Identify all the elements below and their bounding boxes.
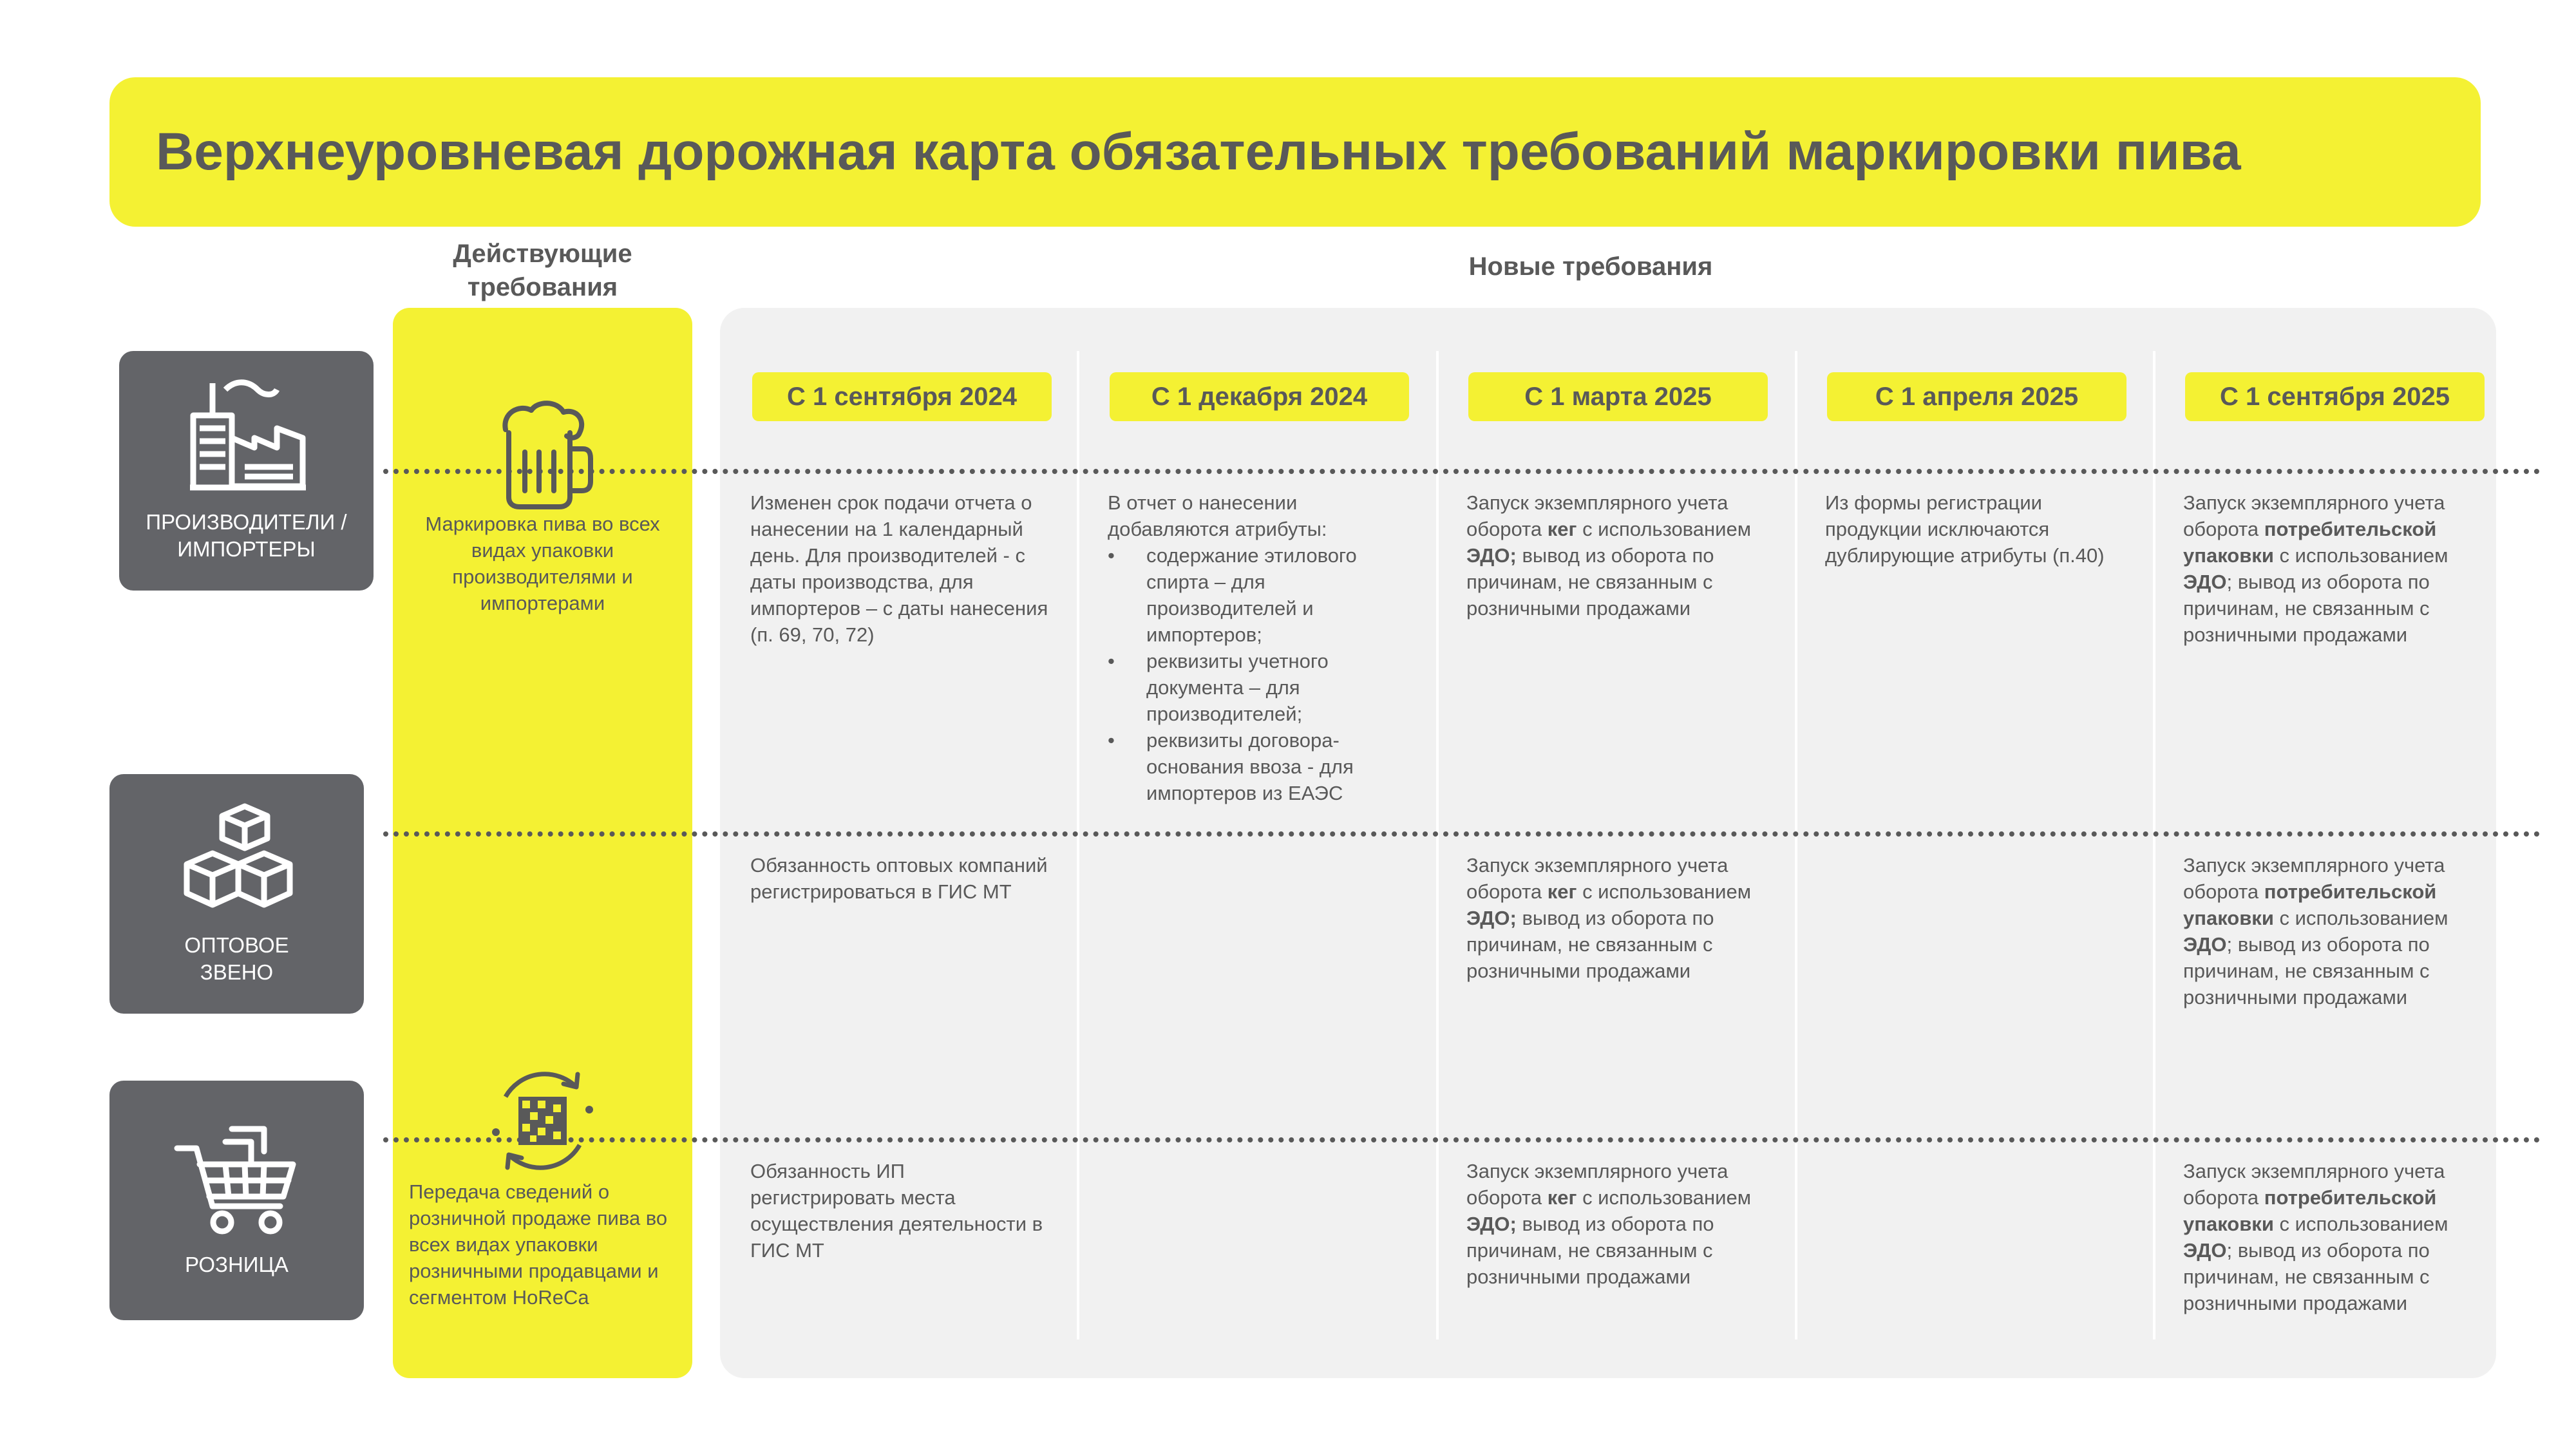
cell-producers-apr2025: Из формы регистрации продукции исключаются дублирующие атрибуты (п.40) [1825,491,2105,567]
cell-wholesale-sep2025 [2183,852,2486,1010]
consumer-bold-1: потребительской упаковки [2183,518,2437,567]
cell-wholesale-mar2025 [1466,852,1769,984]
current-retail-text: Передача сведений о розничной продаже пива во всех видах упаковки розничными продавцами и сегментом HoReCa [409,1180,668,1309]
current-requirements-header: Действующие требования [453,240,632,301]
consumer-text-1: Запуск экземплярного учета оборота [2183,1160,2445,1209]
cell-producers-dec2024-intro: В отчет о нанесении добавляются атрибуты: [1108,491,1327,540]
actor-producers-label-1: ПРОИЗВОДИТЕЛИ / [146,510,347,534]
kegs-bold-2: ЭДО; [1466,1213,1517,1235]
consumer-text-2: с использованием [2279,544,2448,567]
attribute-item: • содержание этилового спирта – для производителей и импортеров; [1108,542,1410,648]
attribute-item: • реквизиты договора-основания ввоза - для импортеров из ЕАЭС [1108,727,1410,806]
cell-producers-sep2025 [2183,489,2486,648]
consumer-text-3: ; вывод из оборота по причинам, не связанным с розничными продажами [2183,1239,2430,1314]
consumer-text-3: ; вывод из оборота по причинам, не связанным с розничными продажами [2183,933,2430,1009]
kegs-bold-2: ЭДО; [1466,544,1517,567]
actor-retail [109,1081,364,1320]
cell-producers-dec2024 [1108,489,1410,806]
actor-producers-label-2: ИМПОРТЕРЫ [177,537,316,561]
row-line-wholesale [383,831,2541,837]
actor-wholesale-label-2: ЗВЕНО [200,960,274,984]
new-requirements-header: Новые требования [1468,252,1713,281]
consumer-bold-2: ЭДО [2183,933,2227,956]
cell-wholesale-sep2024: Обязанность оптовых компаний регистрироваться в ГИС МТ [750,854,1048,903]
current-beer-text: Маркировка пива во всех видах упаковки производителями и импортерами [425,513,660,614]
consumer-text-2: с использованием [2279,907,2448,929]
consumer-text-3: ; вывод из оборота по причинам, не связанным с розничными продажами [2183,571,2430,646]
consumer-text-1: Запуск экземплярного учета оборота [2183,854,2445,903]
row-line-retail [383,1137,2541,1142]
kegs-text-1: Запуск экземплярного учета оборота [1466,854,1728,903]
kegs-bold-1: кег [1547,1186,1577,1209]
attribute-item: • реквизиты учетного документа – для производителей; [1108,648,1410,727]
cell-retail-sep2025 [2183,1158,2486,1316]
actor-retail-label: РОЗНИЦА [185,1253,289,1276]
kegs-text-3: вывод из оборота по причинам, не связанным с розничными продажами [1466,907,1714,982]
actor-wholesale-label-1: ОПТОВОЕ [184,933,289,957]
kegs-bold-2: ЭДО; [1466,907,1517,929]
actor-wholesale [109,774,364,1014]
date-mar-2025: С 1 марта 2025 [1468,372,1768,421]
consumer-bold-1: потребительской упаковки [2183,880,2437,929]
actor-producers [119,351,374,591]
date-sep-2024: С 1 сентября 2024 [752,372,1052,421]
kegs-text-2: с использованием [1582,518,1752,540]
kegs-text-2: с использованием [1582,1186,1752,1209]
consumer-bold-2: ЭДО [2183,571,2227,593]
consumer-text-2: с использованием [2279,1213,2448,1235]
kegs-text-3: вывод из оборота по причинам, не связанным с розничными продажами [1466,544,1714,620]
consumer-bold-1: потребительской упаковки [2183,1186,2437,1235]
row-line-producers [383,469,2541,474]
cell-producers-mar2025 [1466,489,1769,621]
shopping-cart-icon [174,1122,303,1238]
title-banner [109,77,2481,227]
kegs-text-2: с использованием [1582,880,1752,903]
kegs-text-1: Запуск экземплярного учета оборота [1466,491,1728,540]
column-separator [1795,351,1797,1340]
beer-mug-icon [493,401,596,510]
column-separator [1436,351,1439,1340]
kegs-text-3: вывод из оборота по причинам, не связанным с розничными продажами [1466,1213,1714,1288]
column-separator [1077,351,1079,1340]
consumer-text-1: Запуск экземплярного учета оборота [2183,491,2445,540]
cell-producers-sep2024: Изменен срок подачи отчета о нанесении на 1 календарный день. Для производителей - с даты производства, для импортеров – с даты нанесения (п. 69, 70, 72) [750,491,1048,646]
cell-retail-sep2024: Обязанность ИП регистрировать места осуществления деятельности в ГИС МТ [750,1160,1043,1262]
attribute-list [1108,542,1410,806]
column-separator [2153,351,2155,1340]
kegs-bold-1: кег [1547,518,1577,540]
date-sep-2025: С 1 сентября 2025 [2185,372,2485,421]
consumer-bold-2: ЭДО [2183,1239,2227,1262]
factory-icon [187,377,309,493]
boxes-icon [184,803,293,916]
page-title: Верхнеуровневая дорожная карта обязательных требований маркировки пива [156,122,2241,181]
date-dec-2024: С 1 декабря 2024 [1110,372,1409,421]
date-apr-2025: С 1 апреля 2025 [1827,372,2126,421]
kegs-bold-1: кег [1547,880,1577,903]
cell-retail-mar2025 [1466,1158,1769,1290]
datamatrix-cycle-icon [480,1058,605,1184]
kegs-text-1: Запуск экземплярного учета оборота [1466,1160,1728,1209]
